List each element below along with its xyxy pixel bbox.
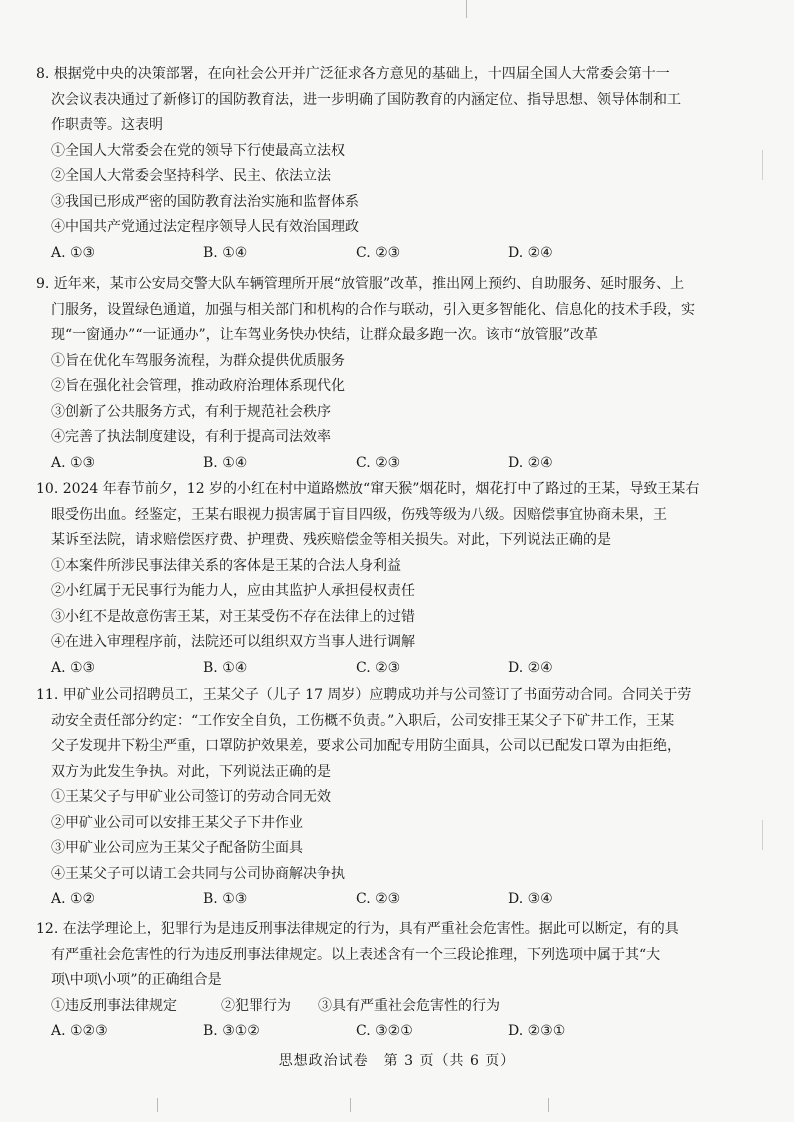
choice-d: D. ②④ bbox=[508, 659, 553, 676]
question-stem-line: 父子发现井下粉尘严重，口罩防护效果差，要求公司加配专用防尘面具，公司以已配发口罩为由拒绝， bbox=[51, 738, 681, 754]
choice-c: C. ②③ bbox=[356, 454, 401, 471]
statement-option: ③具有严重社会危害性的行为 bbox=[318, 997, 500, 1014]
statement-option: ①旨在优化车驾服务流程，为群众提供优质服务 bbox=[51, 352, 345, 369]
choice-d: D. ②④ bbox=[508, 244, 553, 261]
choice-a: A. ①③ bbox=[51, 244, 96, 261]
statement-option: ③甲矿业公司应为王某父子配备防尘面具 bbox=[51, 840, 303, 856]
choice-b: B. ①③ bbox=[203, 891, 248, 907]
choice-a: A. ①③ bbox=[51, 659, 96, 676]
question-stem-line: 8. 根据党中央的决策部署，在向社会公开并广泛征求各方意见的基础上，十四届全国人大常委会第十一 bbox=[36, 66, 670, 82]
question-stem-line: 9. 近年来，某市公安局交警大队车辆管理所开展“放管服”改革，推出网上预约、自助服务、延时服务、上 bbox=[36, 276, 685, 292]
question-10 bbox=[36, 477, 736, 681]
choice-d: D. ②③① bbox=[508, 1023, 566, 1039]
statement-option: ④王某父子可以请工会共同与公司协商解决争执 bbox=[51, 865, 345, 882]
question-stem-line: 双方为此发生争执。对此，下列说法正确的是 bbox=[51, 763, 331, 780]
statement-option: ③小红不是故意伤害王某，对王某受伤不存在法律上的过错 bbox=[51, 608, 415, 625]
statement-option: ①王某父子与甲矿业公司签订的劳动合同无效 bbox=[51, 789, 331, 805]
choice-b: B. ③①② bbox=[203, 1023, 260, 1039]
inline-statement-options bbox=[36, 994, 736, 1020]
choice-a: A. ①③ bbox=[51, 454, 96, 471]
question-stem-line: 次会议表决通过了新修订的国防教育法，进一步明确了国防教育的内涵定位、指导思想、领导体制和工 bbox=[51, 91, 681, 108]
answer-choices bbox=[36, 1019, 736, 1045]
choice-c: C. ③②① bbox=[356, 1023, 413, 1039]
choice-c: C. ②③ bbox=[356, 244, 401, 261]
statement-option: ②旨在强化社会管理，推动政府治理体系现代化 bbox=[51, 378, 345, 394]
question-9 bbox=[36, 272, 736, 476]
question-8 bbox=[36, 62, 736, 266]
statement-option: ①违反刑事法律规定 bbox=[51, 997, 177, 1014]
statement-option: ④完善了执法制度建设，有利于提高司法效率 bbox=[51, 429, 331, 445]
statement-option: ③创新了公共服务方式，有利于规范社会秩序 bbox=[51, 403, 331, 420]
statement-option: ④中国共产党通过法定程序领导人民有效治国理政 bbox=[51, 219, 359, 235]
question-stem-line: 某诉至法院，请求赔偿医疗费、护理费、残疾赔偿金等相关损失。对此，下列说法正确的是 bbox=[51, 532, 611, 548]
choice-b: B. ①④ bbox=[203, 454, 248, 471]
statement-option: ①全国人大常委会在党的领导下行使最高立法权 bbox=[51, 142, 345, 159]
scan-speck bbox=[350, 1098, 351, 1112]
scan-speck bbox=[762, 820, 763, 850]
statement-option: ②小红属于无民事行为能力人，应由其监护人承担侵权责任 bbox=[51, 583, 415, 599]
scan-speck bbox=[466, 0, 467, 18]
scan-speck bbox=[548, 1098, 549, 1112]
question-stem-line: 现“一窗通办”“一证通办”，让车驾业务快办快结，让群众最多跑一次。该市“放管服”改革 bbox=[51, 327, 598, 343]
answer-choices bbox=[36, 451, 736, 477]
answer-choices bbox=[36, 887, 736, 913]
question-12 bbox=[36, 917, 736, 1045]
question-stem-line: 动安全责任部分约定：“工作安全自负，工伤概不负责。”入职后，公司安排王某父子下矿井工作，王某 bbox=[51, 712, 675, 729]
statement-option: ④在进入审理程序前，法院还可以组织双方当事人进行调解 bbox=[51, 634, 415, 650]
statement-option: ②甲矿业公司可以安排王某父子下井作业 bbox=[51, 814, 303, 831]
choice-a: A. ①② bbox=[51, 891, 96, 907]
question-stem-line: 有严重社会危害性的行为违反刑事法律规定。以上表述含有一个三段论推理，下列选项中属于其“大 bbox=[51, 946, 661, 963]
question-stem-line: 12. 在法学理论上，犯罪行为是违反刑事法律规定的行为，具有严重社会危害性。据此可以断定，有的具 bbox=[36, 921, 679, 937]
question-11 bbox=[36, 683, 736, 913]
question-stem-line: 11. 甲矿业公司招聘员工，王某父子（儿子 17 周岁）应聘成功并与公司签订了书面劳动合同。合同关于劳 bbox=[36, 687, 692, 703]
answer-choices bbox=[36, 656, 736, 682]
question-stem-line: 作职责等。这表明 bbox=[51, 117, 163, 133]
choice-c: C. ②③ bbox=[356, 659, 401, 676]
choice-b: B. ①④ bbox=[203, 244, 248, 261]
statement-option: ①本案件所涉民事法律关系的客体是王某的合法人身利益 bbox=[51, 557, 401, 574]
statement-option: ②全国人大常委会坚持科学、民主、依法立法 bbox=[51, 168, 331, 184]
question-stem-line: 10. 2024 年春节前夕，12 岁的小红在村中道路燃放“窜天猴”烟花时，烟花打中了路过的王某，导致王某右 bbox=[36, 481, 700, 497]
choice-b: B. ①④ bbox=[203, 659, 248, 676]
choice-d: D. ③④ bbox=[508, 891, 553, 907]
scan-speck bbox=[157, 1098, 158, 1112]
choice-c: C. ②③ bbox=[356, 891, 401, 907]
page-footer: 思想政治试卷 第 3 页（共 6 页） bbox=[278, 1053, 516, 1069]
statement-option: ③我国已形成严密的国防教育法治实施和监督体系 bbox=[51, 193, 359, 210]
choice-d: D. ②④ bbox=[508, 454, 553, 471]
statement-option: ②犯罪行为 bbox=[221, 997, 291, 1014]
scan-speck bbox=[762, 150, 763, 180]
question-stem-line: 门服务，设置绿色通道，加强与相关部门和机构的合作与联动，引入更多智能化、信息化的技术手段，实 bbox=[51, 301, 695, 318]
answer-choices bbox=[36, 241, 736, 267]
question-stem-line: 眼受伤出血。经鉴定，王某右眼视力损害属于盲目四级，伤残等级为八级。因赔偿事宜协商未果，王 bbox=[51, 506, 667, 523]
choice-a: A. ①②③ bbox=[51, 1023, 108, 1039]
question-stem-line: 项\中项\小项”的正确组合是 bbox=[51, 972, 222, 988]
